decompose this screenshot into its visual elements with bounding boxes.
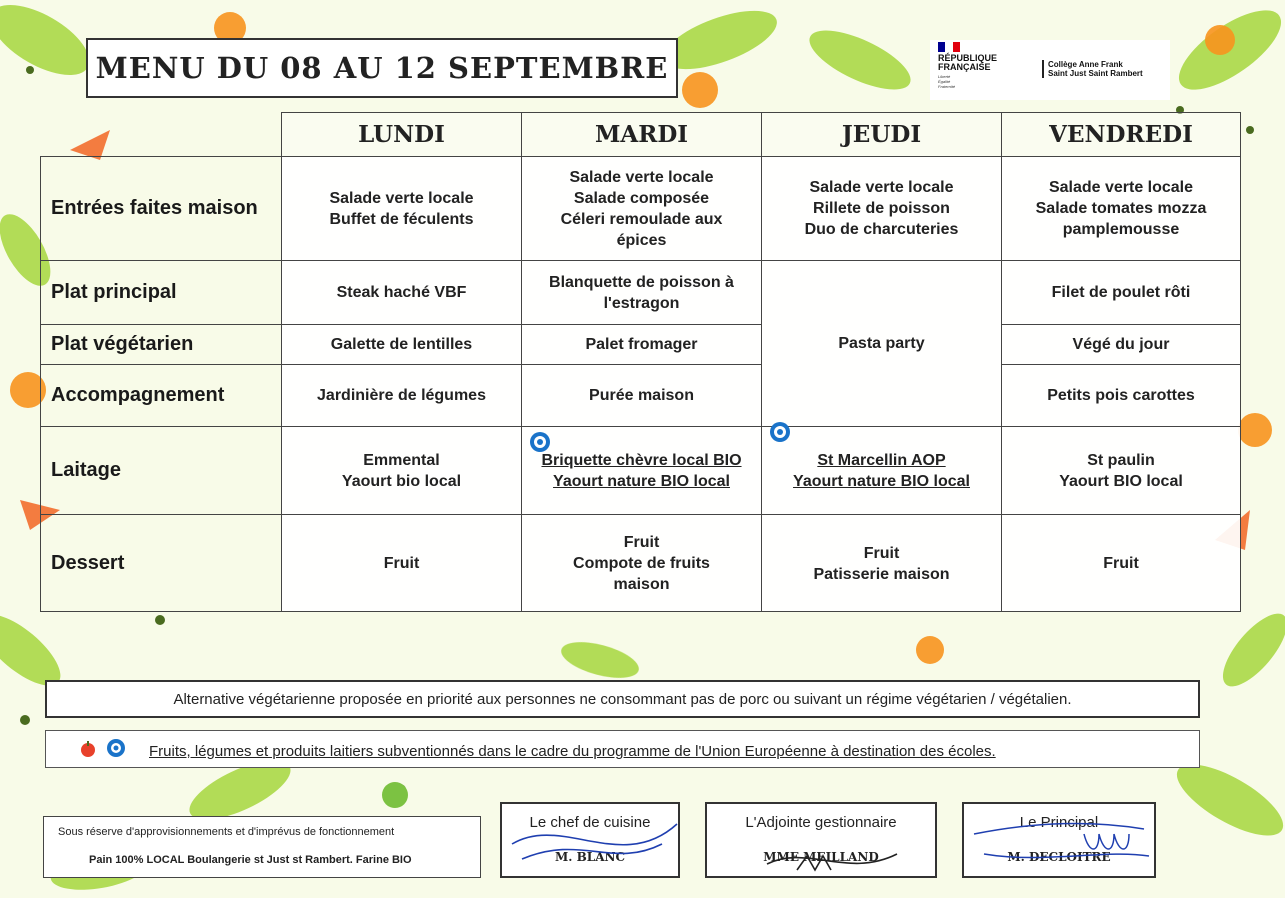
vegetarian-notice: Alternative végétarienne proposée en priorité aux personnes ne consommant pas de porc ou suivant un régime végétarien / végétalien. xyxy=(45,680,1200,718)
cell-vendredi-vege: Végé du jour xyxy=(1001,324,1241,364)
cell-lundi-plat: Steak haché VBF xyxy=(281,260,521,324)
eu-program-text: Fruits, légumes et produits laitiers subventionnés dans le cadre du programme de l'Union Européenne à destination des écoles. xyxy=(149,743,996,760)
page-title: MENU DU 08 AU 12 SEPTEMBRE xyxy=(86,38,678,98)
cell-mardi-laitage: Briquette chèvre local BIO Yaourt nature BIO local xyxy=(521,426,761,514)
cell-vendredi-dessert: Fruit xyxy=(1001,514,1241,612)
handwritten-signature-mark xyxy=(707,804,939,880)
cell-mardi-accomp: Purée maison xyxy=(521,364,761,426)
handwritten-signature-mark xyxy=(502,804,682,880)
cell-lundi-accomp: Jardinière de légumes xyxy=(281,364,521,426)
row-label-dessert: Dessert xyxy=(40,514,281,612)
signature-chef xyxy=(500,802,680,878)
day-header-vendredi: VENDREDI xyxy=(1001,112,1241,156)
eu-school-program-icon xyxy=(766,420,794,444)
french-flag-icon xyxy=(938,42,960,52)
republic-label: RÉPUBLIQUE FRANÇAISE xyxy=(938,53,998,72)
row-label-entrees: Entrées faites maison xyxy=(40,156,281,260)
signature-name: MME MEILLAND xyxy=(763,850,879,864)
day-header-lundi: LUNDI xyxy=(281,112,521,156)
eu-school-program-icon xyxy=(526,430,554,454)
cell-jeudi-laitage: St Marcellin AOP Yaourt nature BIO local xyxy=(761,426,1001,514)
college-name: Collège Anne Frank Saint Just Saint Rambert xyxy=(1042,60,1143,78)
eu-program-notice xyxy=(45,730,1200,768)
signature-role: Le chef de cuisine xyxy=(529,814,651,831)
cell-lundi-dessert: Fruit xyxy=(281,514,521,612)
row-label-plat-principal: Plat principal xyxy=(40,260,281,324)
cell-lundi-entrees: Salade verte locale Buffet de féculents xyxy=(281,156,521,260)
signature-role: L'Adjointe gestionnaire xyxy=(745,814,897,831)
row-label-accompagnement: Accompagnement xyxy=(40,364,281,426)
republic-logo-block xyxy=(930,40,1170,100)
cell-lundi-vege: Galette de lentilles xyxy=(281,324,521,364)
signature-name: M. DECLOITRE xyxy=(1007,850,1111,864)
cell-jeudi-pasta-party: Pasta party xyxy=(761,260,1001,426)
cell-lundi-laitage: Emmental Yaourt bio local xyxy=(281,426,521,514)
day-header-mardi: MARDI xyxy=(521,112,761,156)
row-label-laitage: Laitage xyxy=(40,426,281,514)
row-label-plat-vegetarien: Plat végétarien xyxy=(40,324,281,364)
cell-mardi-plat: Blanquette de poisson à l'estragon xyxy=(521,260,761,324)
day-header-jeudi: JEUDI xyxy=(761,112,1001,156)
cell-mardi-entrees: Salade verte locale Salade composée Céleri remoulade aux épices xyxy=(521,156,761,260)
republic-motto: Liberté Égalité Fraternité xyxy=(938,74,956,89)
supply-disclaimer: Sous réserve d'approvisionnements et d'imprévus de fonctionnement xyxy=(58,826,395,838)
signature-name: M. BLANC xyxy=(554,850,626,864)
cell-jeudi-entrees: Salade verte locale Rillete de poisson Duo de charcuteries xyxy=(761,156,1001,260)
bread-info: Pain 100% LOCAL Boulangerie st Just st Rambert. Farine BIO xyxy=(89,854,412,866)
cell-vendredi-plat: Filet de poulet rôti xyxy=(1001,260,1241,324)
supply-notice-box xyxy=(43,816,481,878)
menu-table xyxy=(40,112,1241,612)
handwritten-signature-mark xyxy=(964,804,1158,880)
cell-vendredi-accomp: Petits pois carottes xyxy=(1001,364,1241,426)
signature-principal xyxy=(962,802,1156,878)
signature-gestionnaire xyxy=(705,802,937,878)
fruit-icon xyxy=(78,739,98,759)
cell-mardi-dessert: Fruit Compote de fruits maison xyxy=(521,514,761,612)
cell-jeudi-dessert: Fruit Patisserie maison xyxy=(761,514,1001,612)
eu-school-program-icon xyxy=(104,737,128,759)
signature-role: Le Principal xyxy=(1019,814,1099,831)
cell-vendredi-laitage: St paulin Yaourt BIO local xyxy=(1001,426,1241,514)
cell-vendredi-entrees: Salade verte locale Salade tomates mozza pamplemousse xyxy=(1001,156,1241,260)
cell-mardi-vege: Palet fromager xyxy=(521,324,761,364)
